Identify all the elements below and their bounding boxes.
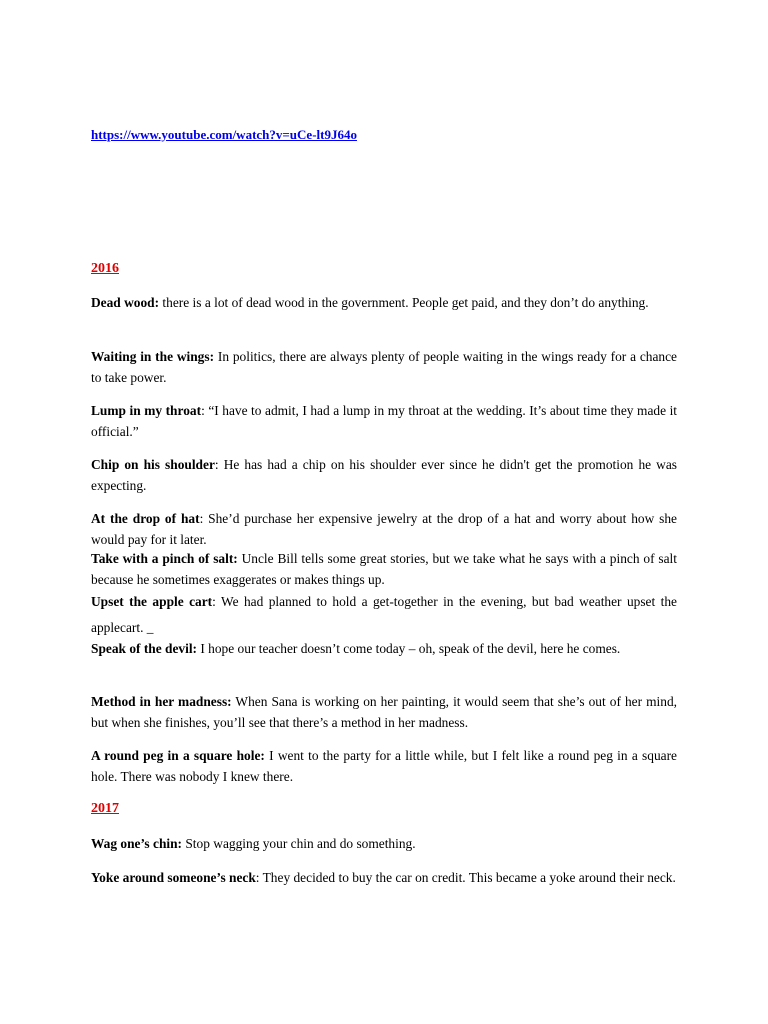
idiom-entry-round-peg-square-hole bbox=[91, 745, 677, 787]
idiom-entry-waiting-in-the-wings bbox=[91, 346, 677, 388]
idiom-term: A round peg in a square hole: bbox=[91, 748, 265, 763]
idiom-entry-speak-of-the-devil bbox=[91, 638, 677, 659]
idiom-entry-take-with-a-pinch-of-salt bbox=[91, 548, 677, 590]
idiom-entry-upset-the-apple-cart bbox=[91, 589, 677, 641]
idiom-example: : We had planned to hold a get-together in the evening, but bad weather upset the applecart. _ bbox=[91, 594, 677, 635]
idiom-term: Wag one’s chin: bbox=[91, 836, 183, 851]
idiom-example: : They decided to buy the car on credit. This became a yoke around their neck. bbox=[255, 870, 676, 885]
idiom-term: Upset the apple cart bbox=[91, 594, 213, 609]
idiom-term: Waiting in the wings: bbox=[91, 349, 215, 364]
idiom-example: : She’d purchase her expensive jewelry at the drop of a hat and worry about how she would pay for it later. bbox=[91, 511, 678, 547]
idiom-term: Take with a pinch of salt: bbox=[91, 551, 238, 566]
youtube-link[interactable]: https://www.youtube.com/watch?v=uCe-lt9J64o bbox=[91, 127, 357, 142]
idiom-example: : “I have to admit, I had a lump in my throat at the wedding. It’s about time they made it official.” bbox=[91, 403, 678, 439]
idiom-term: Method in her madness: bbox=[91, 694, 232, 709]
section-year-2017: 2017 bbox=[91, 801, 119, 816]
idiom-term: At the drop of hat bbox=[91, 511, 200, 526]
idiom-term: Dead wood: bbox=[91, 295, 160, 310]
idiom-entry-chip-on-his-shoulder bbox=[91, 454, 677, 496]
section-year-2016: 2016 bbox=[91, 261, 119, 276]
idiom-example: Uncle Bill tells some great stories, but we take what he says with a pinch of salt because he sometimes exaggerates or makes things up. bbox=[91, 551, 677, 587]
idiom-term: Lump in my throat bbox=[91, 403, 202, 418]
idiom-entry-dead-wood bbox=[91, 292, 677, 313]
idiom-example: there is a lot of dead wood in the government. People get paid, and they don’t do anything. bbox=[159, 295, 649, 310]
idiom-entry-method-in-her-madness bbox=[91, 691, 677, 733]
idiom-entry-at-the-drop-of-hat bbox=[91, 508, 677, 550]
idiom-example: I went to the party for a little while, but I felt like a round peg in a square hole. There was nobody I knew there. bbox=[91, 748, 677, 784]
idiom-example: I hope our teacher doesn’t come today – oh, speak of the devil, here he comes. bbox=[197, 641, 621, 656]
idiom-entry-yoke-around-someones-neck bbox=[91, 867, 677, 888]
idiom-term: Chip on his shoulder bbox=[91, 457, 215, 472]
idiom-entry-lump-in-my-throat bbox=[91, 400, 677, 442]
idiom-example: In politics, there are always plenty of people waiting in the wings ready for a chance to take power. bbox=[91, 349, 678, 385]
idiom-term: Speak of the devil: bbox=[91, 641, 198, 656]
idiom-term: Yoke around someone’s neck bbox=[91, 870, 256, 885]
idiom-example: Stop wagging your chin and do something. bbox=[182, 836, 416, 851]
idiom-example: : He has had a chip on his shoulder ever since he didn't get the promotion he was expecting. bbox=[91, 457, 677, 493]
idiom-entry-wag-ones-chin bbox=[91, 833, 677, 854]
idiom-example: When Sana is working on her painting, it would seem that she’s out of her mind, but when she finishes, you’ll see that there’s a method in her madness. bbox=[91, 694, 677, 730]
